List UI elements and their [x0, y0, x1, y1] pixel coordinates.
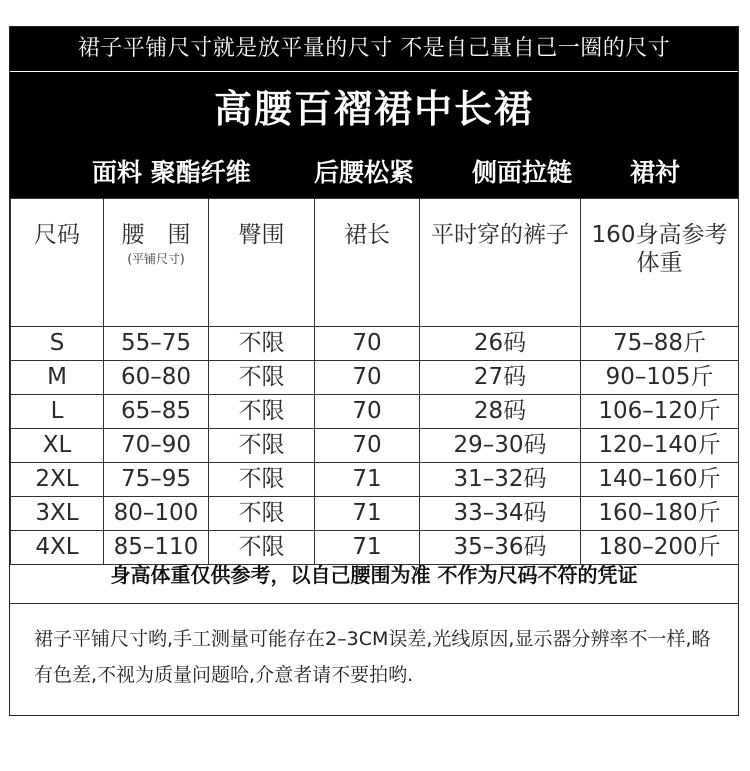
feature-list: [10, 151, 738, 195]
cell-hip: 不限: [209, 327, 315, 361]
cell-waist: 70–90: [104, 429, 209, 463]
cell-weight: 90–105斤: [581, 361, 739, 395]
cell-weight: 160–180斤: [581, 497, 739, 531]
cell-hip: 不限: [209, 497, 315, 531]
feature-fabric: 面料 聚酯纤维: [92, 158, 251, 187]
cell-hip: 不限: [209, 395, 315, 429]
header-pants-size: 平时穿的裤子: [420, 199, 581, 327]
header-length: 裙长: [315, 199, 420, 327]
feature-lining: 裙衬: [630, 158, 681, 187]
cell-length: 70: [315, 429, 420, 463]
cell-waist: 55–75: [104, 327, 209, 361]
measurement-note: 裙子平铺尺寸就是放平量的尺寸 不是自己量自己一圈的尺寸: [10, 27, 738, 72]
cell-weight: 180–200斤: [581, 531, 739, 565]
header-hip: 臀围: [209, 199, 315, 327]
header-waist: 腰 围 (平铺尺寸): [104, 199, 209, 327]
cell-length: 70: [315, 361, 420, 395]
cell-length: 71: [315, 463, 420, 497]
table-row: [11, 327, 739, 361]
cell-pants: 29–30码: [420, 429, 581, 463]
cell-size: XL: [11, 429, 104, 463]
cell-weight: 106–120斤: [581, 395, 739, 429]
cell-pants: 26码: [420, 327, 581, 361]
reference-note: 身高体重仅供参考，以自己腰围为准 不作为尺码不符的凭证: [10, 547, 738, 604]
product-title: 高腰百褶裙中长裙: [213, 87, 534, 131]
cell-size: 3XL: [11, 497, 104, 531]
cell-hip: 不限: [209, 463, 315, 497]
table-row: [11, 395, 739, 429]
cell-length: 71: [315, 531, 420, 565]
cell-waist: 85–110: [104, 531, 209, 565]
header-size: 尺码: [11, 199, 104, 327]
cell-waist: 75–95: [104, 463, 209, 497]
cell-weight: 120–140斤: [581, 429, 739, 463]
cell-size: 2XL: [11, 463, 104, 497]
cell-hip: 不限: [209, 361, 315, 395]
table-row: [11, 463, 739, 497]
size-table: [10, 198, 739, 565]
cell-pants: 28码: [420, 395, 581, 429]
size-chart: [9, 26, 739, 716]
cell-pants: 35–36码: [420, 531, 581, 565]
table-header-row: [11, 199, 739, 327]
table-row: [11, 497, 739, 531]
cell-weight: 140–160斤: [581, 463, 739, 497]
cell-waist: 60–80: [104, 361, 209, 395]
cell-size: 4XL: [11, 531, 104, 565]
cell-pants: 33–34码: [420, 497, 581, 531]
header-waist-sub: (平铺尺寸): [127, 252, 185, 266]
cell-waist: 65–85: [104, 395, 209, 429]
cell-hip: 不限: [209, 429, 315, 463]
header-banner: [10, 27, 738, 198]
cell-hip: 不限: [209, 531, 315, 565]
table-row: [11, 361, 739, 395]
cell-size: S: [11, 327, 104, 361]
cell-weight: 75–88斤: [581, 327, 739, 361]
measurement-disclaimer: 裙子平铺尺寸哟,手工测量可能存在2–3CM误差,光线原因,显示器分辨率不一样,略有色差,不视为质量问题哈,介意者请不要拍哟.: [34, 628, 711, 686]
cell-size: L: [11, 395, 104, 429]
cell-pants: 31–32码: [420, 463, 581, 497]
cell-length: 70: [315, 395, 420, 429]
feature-elastic-waist: 后腰松紧: [314, 158, 415, 187]
cell-length: 70: [315, 327, 420, 361]
table-row: [11, 429, 739, 463]
cell-length: 71: [315, 497, 420, 531]
header-ref-weight: 160身高参考体重: [581, 199, 739, 327]
cell-waist: 80–100: [104, 497, 209, 531]
cell-pants: 27码: [420, 361, 581, 395]
feature-side-zipper: 侧面拉链: [472, 158, 573, 187]
cell-size: M: [11, 361, 104, 395]
